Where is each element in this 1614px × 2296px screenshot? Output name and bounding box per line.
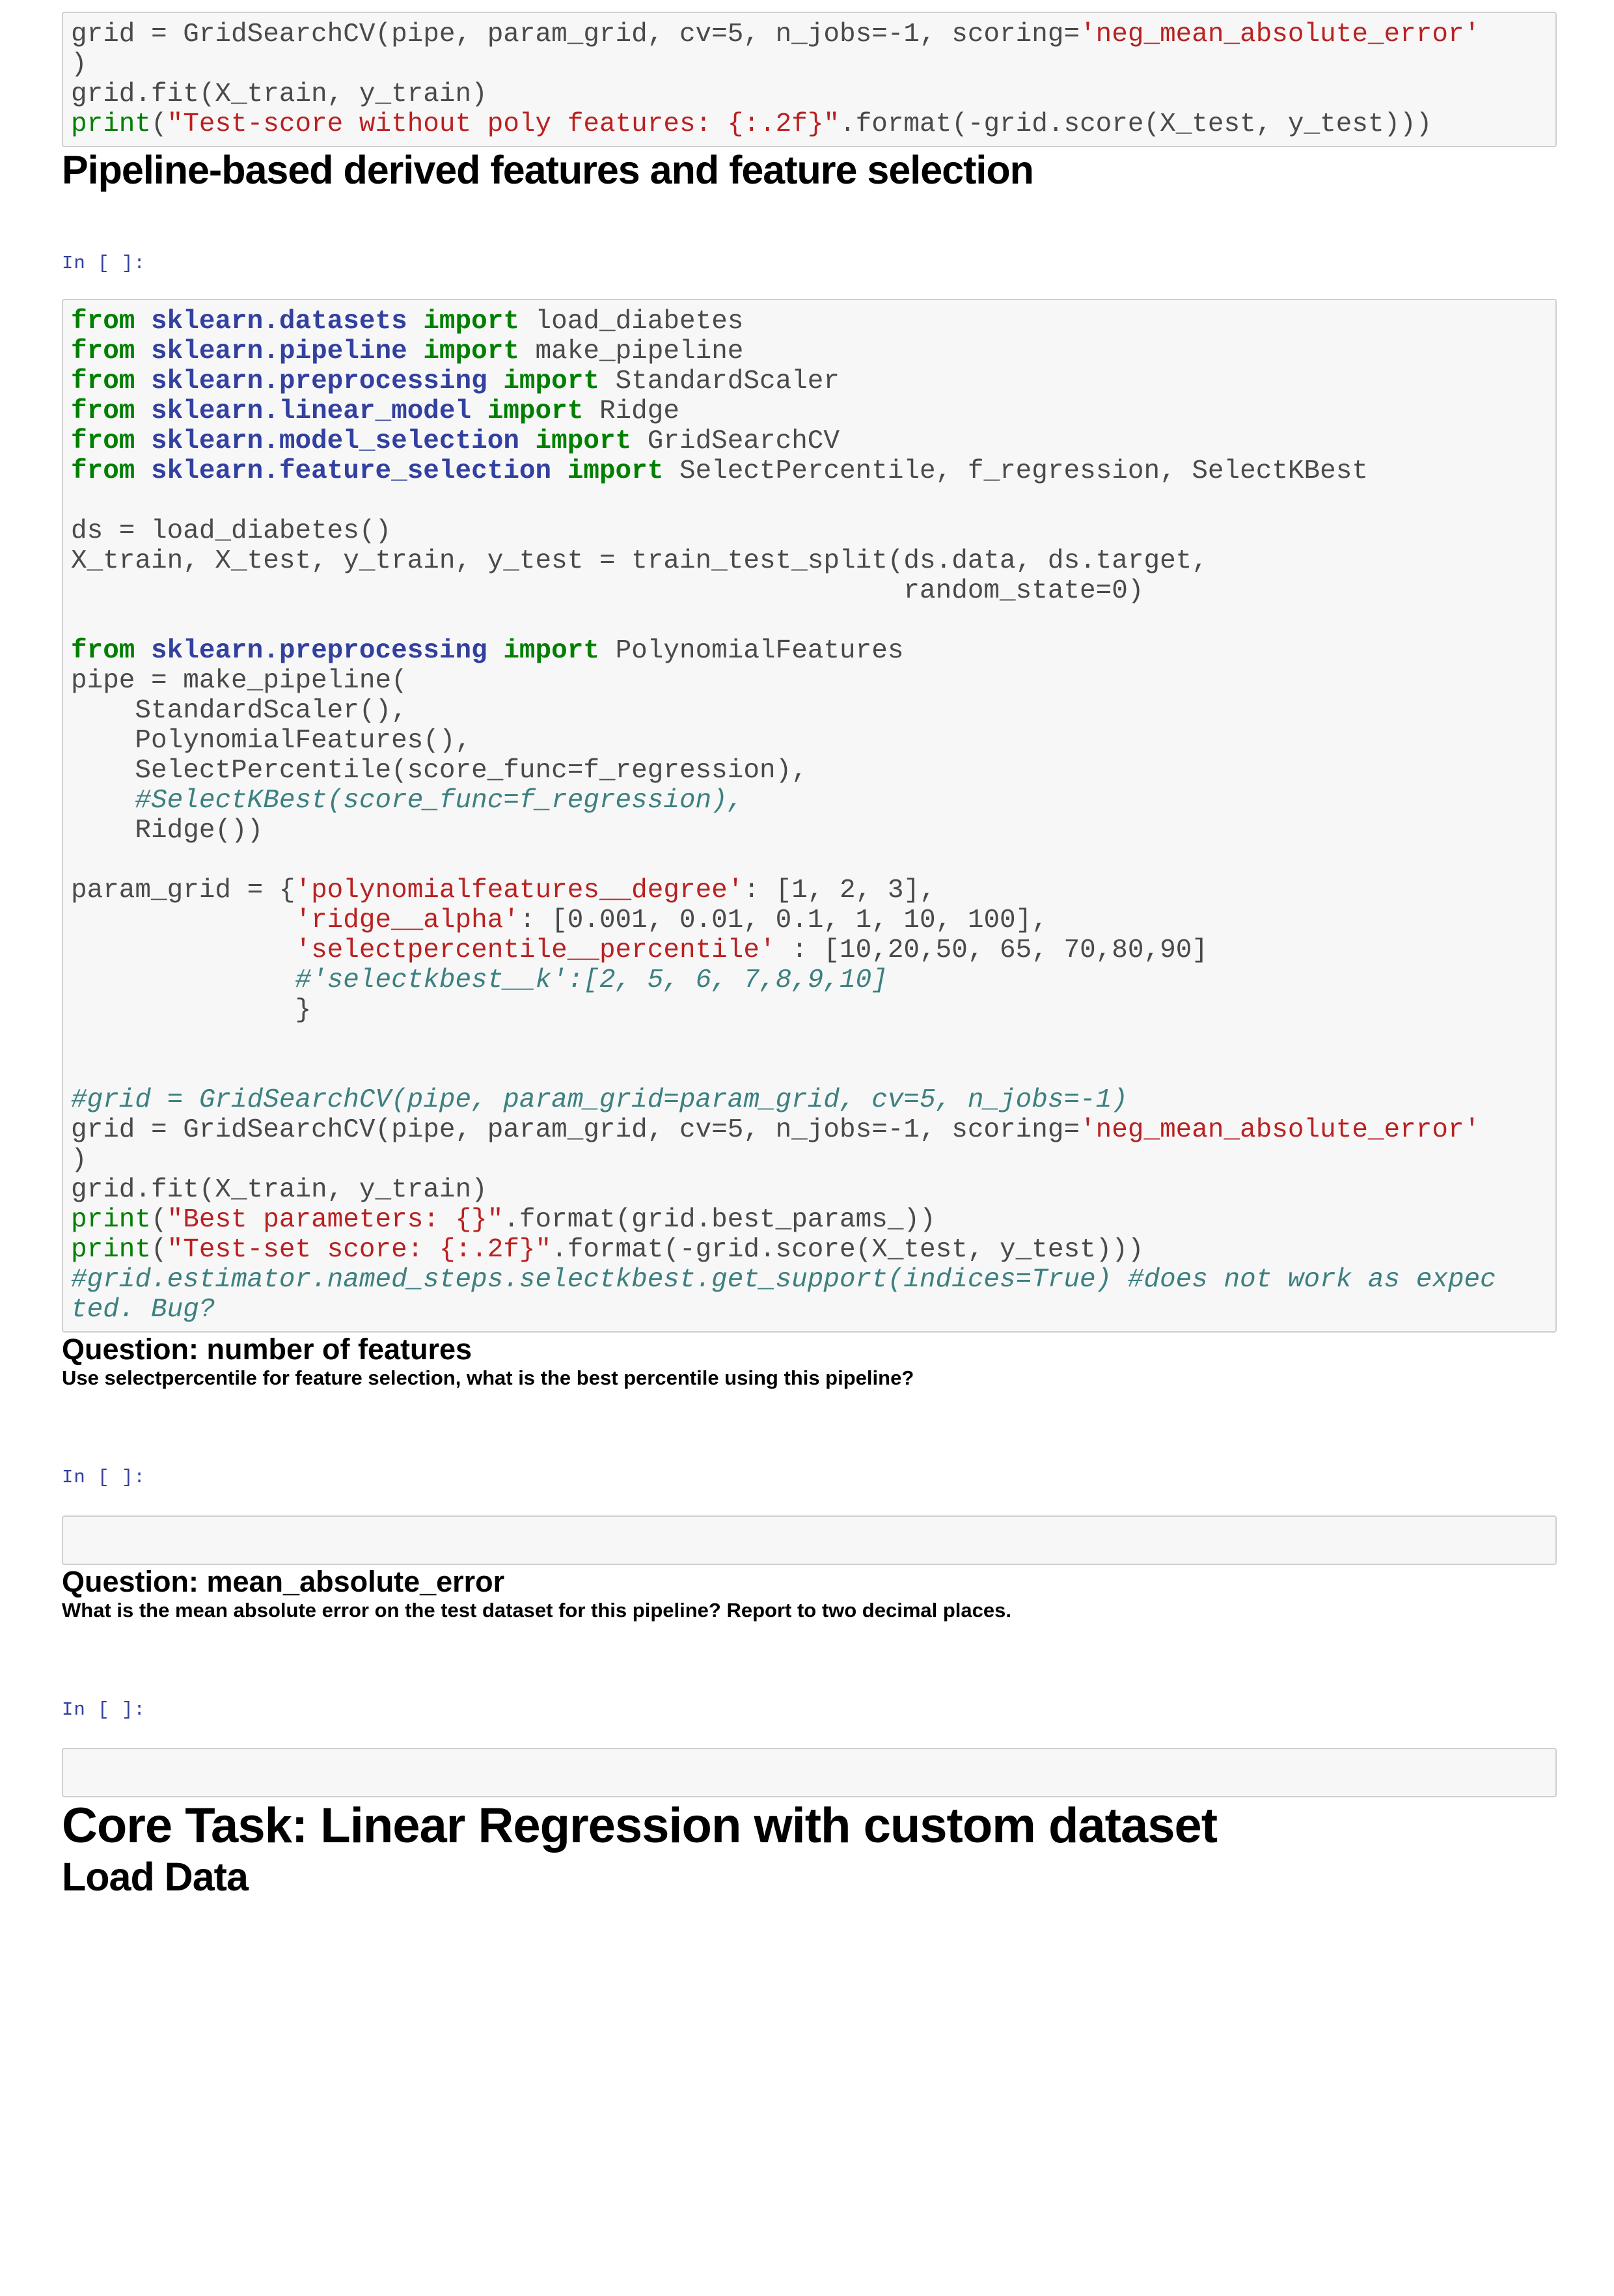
code-line: pipe = make_pipeline( — [71, 666, 407, 696]
code-cell-pipeline-feature-selection[interactable] — [62, 299, 1557, 1333]
code-line: #grid = GridSearchCV(pipe, param_grid=param_grid, cv=5, n_jobs=-1) — [71, 1085, 1128, 1115]
code-line: grid.fit(X_train, y_train) — [71, 1175, 487, 1205]
code-line: #'selectkbest__k':[2, 5, 6, 7,8,9,10] — [295, 965, 888, 995]
code-line: from sklearn.feature_selection import SelectPercentile, f_regression, SelectKBest — [71, 456, 1368, 486]
heading-pipeline-section: Pipeline-based derived features and feature selection — [62, 148, 1033, 192]
heading-question-number-of-features: Question: number of features — [62, 1333, 472, 1366]
code-line: ) — [71, 1145, 87, 1175]
code-cell-gridsearch-top[interactable] — [62, 12, 1557, 147]
code-line: print("Test-score without poly features: {:.2f}".format(-grid.score(X_test, y_test))) — [71, 109, 1432, 139]
heading-core-task-linear-regression: Core Task: Linear Regression with custom dataset — [62, 1798, 1218, 1853]
code-line: random_state=0) — [71, 576, 1144, 606]
code-line: X_train, X_test, y_train, y_test = train_test_split(ds.data, ds.target, — [71, 546, 1208, 576]
question-number-of-features-text: Use selectpercentile for feature selection, what is the best percentile using this pipeline? — [62, 1366, 914, 1389]
code-line: print("Test-set score: {:.2f}".format(-grid.score(X_test, y_test))) — [71, 1235, 1144, 1265]
empty-code-cell-mae-answer[interactable] — [62, 1748, 1557, 1797]
code-line: 'selectpercentile__percentile' : [10,20,50, 65, 70,80,90] — [295, 935, 1208, 965]
code-line: } — [71, 995, 312, 1025]
input-prompt: In [ ]: — [62, 1467, 146, 1488]
code-line: ted. Bug? — [71, 1295, 215, 1325]
code-line: grid = GridSearchCV(pipe, param_grid, cv=5, n_jobs=-1, scoring='neg_mean_absolute_error' — [71, 20, 1481, 49]
notebook-page — [0, 12, 1614, 1978]
code-line: from sklearn.preprocessing import StandardScaler — [71, 367, 840, 396]
code-line — [71, 1025, 1548, 1055]
code-line — [71, 846, 1548, 876]
code-line: from sklearn.preprocessing import PolynomialFeatures — [71, 636, 904, 666]
empty-code-cell-features-answer[interactable] — [62, 1515, 1557, 1565]
code-line: ds = load_diabetes() — [71, 516, 392, 546]
code-line: 'ridge__alpha': [0.001, 0.01, 0.1, 1, 10, 100], — [295, 906, 1048, 935]
code-line: PolynomialFeatures(), — [71, 726, 472, 756]
input-prompt: In [ ]: — [62, 1699, 146, 1721]
code-line — [71, 486, 1548, 516]
code-line: #grid.estimator.named_steps.selectkbest.get_support(indices=True) #does not work as expec — [71, 1265, 1496, 1295]
heading-question-mean-absolute-error: Question: mean_absolute_error — [62, 1565, 505, 1598]
code-line: StandardScaler(), — [71, 696, 407, 726]
code-line: from sklearn.pipeline import make_pipeline — [71, 337, 744, 367]
code-line — [71, 606, 1548, 636]
code-line: SelectPercentile(score_func=f_regression), — [71, 756, 808, 786]
code-line: from sklearn.datasets import load_diabetes — [71, 307, 744, 337]
question-mean-absolute-error-text: What is the mean absolute error on the test dataset for this pipeline? Report to two decimal places. — [62, 1599, 1011, 1622]
code-line: grid.fit(X_train, y_train) — [71, 79, 487, 109]
code-line: from sklearn.linear_model import Ridge — [71, 396, 679, 426]
code-line: print("Best parameters: {}".format(grid.best_params_)) — [71, 1205, 936, 1235]
code-line: Ridge()) — [71, 816, 264, 846]
code-line: ) — [71, 49, 87, 79]
code-line: from sklearn.model_selection import GridSearchCV — [71, 426, 840, 456]
code-line: param_grid = {'polynomialfeatures__degree': [1, 2, 3], — [71, 876, 936, 906]
code-line — [71, 1055, 1548, 1085]
heading-load-data: Load Data — [62, 1855, 248, 1899]
code-line: #SelectKBest(score_func=f_regression), — [135, 786, 744, 816]
input-prompt: In [ ]: — [62, 253, 146, 274]
code-line: grid = GridSearchCV(pipe, param_grid, cv=5, n_jobs=-1, scoring='neg_mean_absolute_error' — [71, 1115, 1481, 1145]
